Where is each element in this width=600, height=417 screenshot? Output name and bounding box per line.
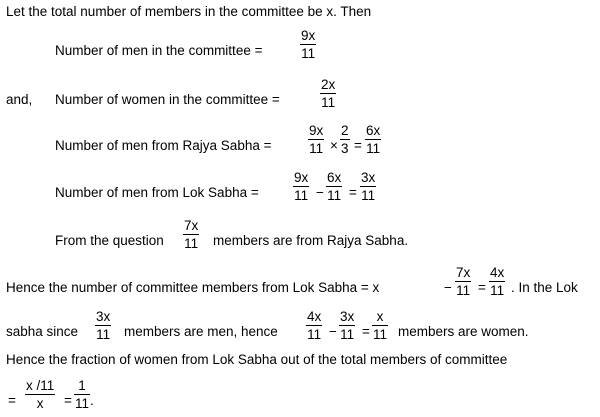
fraction-bar xyxy=(339,325,355,326)
minus-sign: − xyxy=(329,324,337,339)
final-fraction-1 xyxy=(25,378,55,411)
hence1-pre: Hence the number of committee members from Lok Sabha = x xyxy=(6,280,380,295)
numerator: 2 xyxy=(341,123,349,138)
women-label: Number of women in the committee = xyxy=(55,92,280,107)
fraction-bar xyxy=(25,394,55,395)
rajya-fraction-3 xyxy=(365,123,381,156)
men-label: Number of men in the committee = xyxy=(55,43,263,58)
sabha-pre: sabha since xyxy=(6,324,79,339)
fraction-bar xyxy=(340,139,350,140)
lok-label: Number of men from Lok Sabha = xyxy=(55,185,259,200)
fraction-bar xyxy=(306,325,322,326)
denominator: 3 xyxy=(341,141,349,156)
fraction-bar xyxy=(183,234,199,235)
numerator: 3x xyxy=(340,309,355,324)
denominator: 11 xyxy=(75,396,90,411)
denominator: x xyxy=(36,396,44,411)
numerator: 6x xyxy=(366,123,381,138)
rajya-label: Number of men from Rajya Sabha = xyxy=(55,138,272,153)
denominator: 11 xyxy=(366,141,381,156)
fraction-bar xyxy=(293,186,309,187)
denominator: 11 xyxy=(309,141,324,156)
men-denominator: 11 xyxy=(301,46,316,61)
hence1-fraction-2 xyxy=(489,265,505,298)
numerator: 7x xyxy=(456,265,471,280)
denominator: 11 xyxy=(307,327,322,342)
period: . xyxy=(90,393,94,408)
equals-sign: = xyxy=(362,324,370,339)
fraction-bar xyxy=(455,281,471,282)
numerator: 1 xyxy=(78,378,86,393)
fraction-bar xyxy=(300,44,316,45)
fraction-bar xyxy=(365,139,381,140)
minus-sign: − xyxy=(444,280,452,295)
fraction-bar xyxy=(95,325,111,326)
hence1-post: . In the Lok xyxy=(511,280,578,295)
denominator: 11 xyxy=(294,188,309,203)
fraction-bar xyxy=(360,186,376,187)
numerator: x xyxy=(376,309,384,324)
denominator: 11 xyxy=(96,327,111,342)
minus-sign: − xyxy=(316,185,324,200)
equals-sign: = xyxy=(64,393,72,408)
numerator: 9x xyxy=(294,170,309,185)
numerator: 6x xyxy=(327,170,342,185)
final-fraction-2 xyxy=(74,378,90,411)
times-sign: × xyxy=(330,138,338,153)
women-fraction xyxy=(320,77,336,110)
sabha-fraction-1 xyxy=(95,309,111,342)
fraction-bar xyxy=(489,281,505,282)
rajya-fraction-2 xyxy=(340,123,350,156)
sabha-fraction-3 xyxy=(339,309,355,342)
question-pre: From the question xyxy=(55,233,164,248)
fraction-bar xyxy=(74,394,90,395)
denominator: 11 xyxy=(340,327,355,342)
numerator: x /11 xyxy=(26,378,55,393)
denominator: 11 xyxy=(456,283,471,298)
numerator: 7x xyxy=(184,218,199,233)
women-numerator: 2x xyxy=(321,77,336,92)
equals-sign: = xyxy=(354,138,362,153)
women-prefix: and, xyxy=(6,92,33,107)
hence1-fraction-1 xyxy=(455,265,471,298)
numerator: 4x xyxy=(490,265,505,280)
fraction-bar xyxy=(372,325,388,326)
fraction-bar xyxy=(320,93,336,94)
denominator: 11 xyxy=(327,188,342,203)
fraction-bar xyxy=(326,186,342,187)
lok-fraction-1 xyxy=(293,170,309,203)
sabha-mid: members are men, hence xyxy=(124,324,278,339)
sabha-fraction-4 xyxy=(372,309,388,342)
lok-fraction-3 xyxy=(360,170,376,203)
equals-sign: = xyxy=(8,393,16,408)
numerator: 4x xyxy=(307,309,322,324)
sabha-post: members are women. xyxy=(398,324,529,339)
numerator: 9x xyxy=(309,123,324,138)
equals-sign: = xyxy=(349,185,357,200)
equals-sign: = xyxy=(478,280,486,295)
question-post: members are from Rajya Sabha. xyxy=(213,233,409,248)
women-denominator: 11 xyxy=(321,95,336,110)
sabha-fraction-2 xyxy=(306,309,322,342)
fraction-bar xyxy=(308,139,324,140)
men-numerator: 9x xyxy=(301,28,316,43)
rajya-fraction-1 xyxy=(308,123,324,156)
numerator: 3x xyxy=(96,309,111,324)
denominator: 11 xyxy=(490,283,505,298)
lok-fraction-2 xyxy=(326,170,342,203)
intro-text: Let the total number of members in the committee be x. Then xyxy=(6,4,372,19)
denominator: 11 xyxy=(361,188,376,203)
denominator: 11 xyxy=(184,236,199,251)
numerator: 3x xyxy=(361,170,376,185)
denominator: 11 xyxy=(373,327,388,342)
hence2-text: Hence the fraction of women from Lok Sabha out of the total members of committee xyxy=(6,352,508,367)
question-fraction xyxy=(183,218,199,251)
men-fraction xyxy=(300,28,316,61)
